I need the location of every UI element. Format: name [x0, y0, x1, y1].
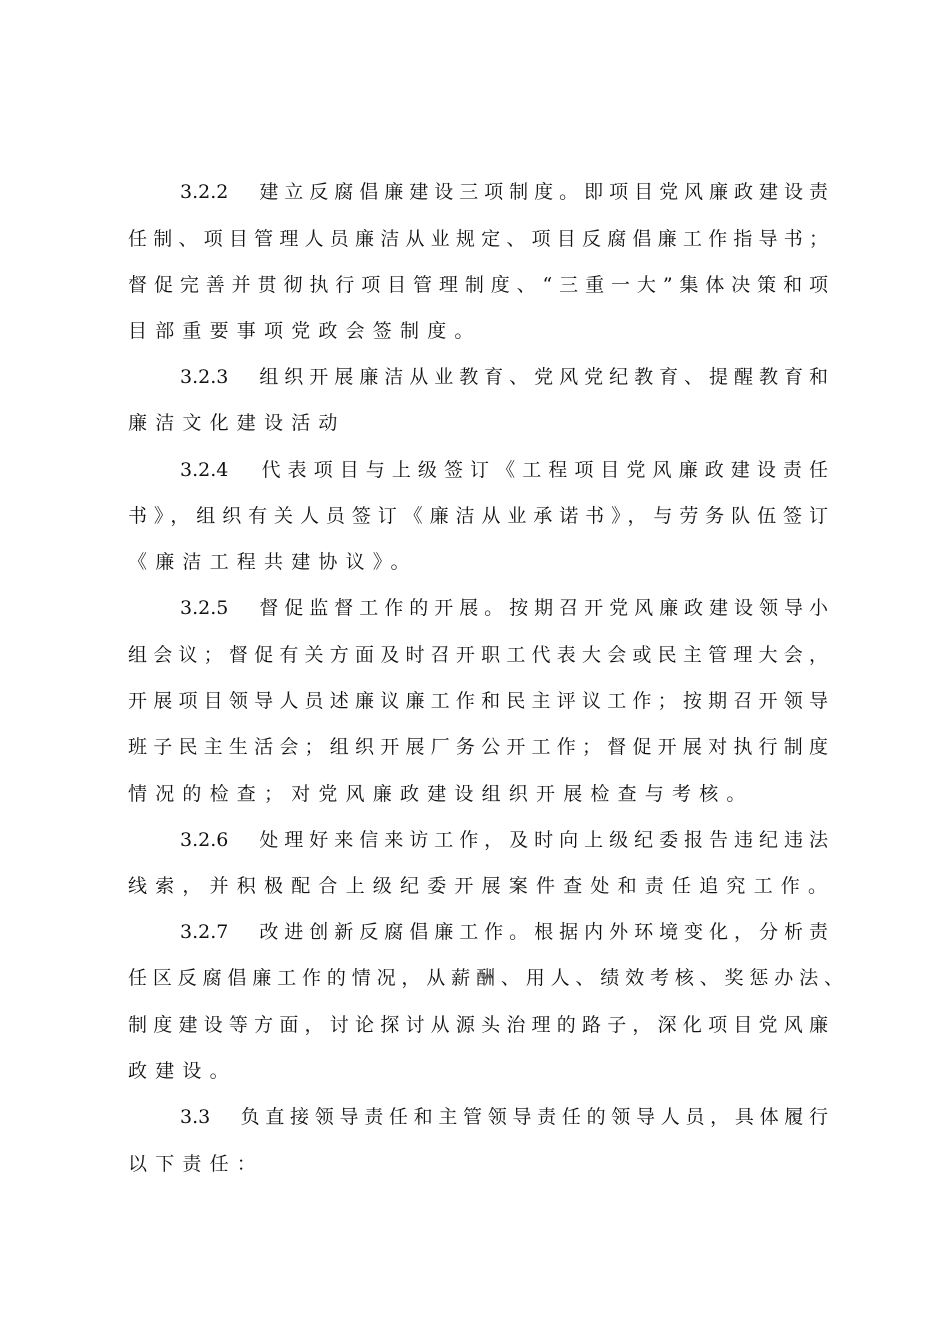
paragraph-3-2-3-line-1: 3.2.3 组织开展廉洁从业教育、党风党纪教育、提醒教育和	[180, 366, 828, 388]
paragraph-3-2-4-line-1: 3.2.4 代表项目与上级签订《工程项目党风廉政建设责任	[180, 459, 828, 481]
paragraph-3-2-5-line-4: 班子民主生活会；组织开展厂务公开工作；督促开展对执行制度	[128, 736, 828, 758]
paragraph-3-2-6-line-1: 3.2.6 处理好来信来访工作，及时向上级纪委报告违纪违法	[180, 829, 828, 851]
paragraph-3-2-4-line-3: 《廉洁工程共建协议》。	[128, 551, 418, 573]
paragraph-3-2-5-line-3: 开展项目领导人员述廉议廉工作和民主评议工作；按期召开领导	[128, 690, 828, 712]
paragraph-3-2-4-line-2: 书》，组织有关人员签订《廉洁从业承诺书》，与劳务队伍签订	[128, 505, 828, 527]
paragraph-3-2-3-line-2: 廉洁文化建设活动	[128, 412, 346, 434]
paragraph-3-2-2-line-3: 督促完善并贯彻执行项目管理制度、“三重一大”集体决策和项	[128, 274, 828, 296]
paragraph-3-2-5-line-2: 组会议；督促有关方面及时召开职工代表大会或民主管理大会，	[128, 644, 828, 666]
paragraph-3-2-6-line-2: 线索，并积极配合上级纪委开展案件查处和责任追究工作。	[128, 875, 836, 897]
paragraph-3-2-2-line-4: 目部重要事项党政会签制度。	[128, 320, 482, 342]
paragraph-3-2-2-line-1: 3.2.2 建立反腐倡廉建设三项制度。即项目党风廉政建设责	[180, 181, 828, 203]
paragraph-3-2-2-line-2: 任制、项目管理人员廉洁从业规定、项目反腐倡廉工作指导书；	[128, 228, 828, 250]
paragraph-3-2-5-line-5: 情况的检查；对党风廉政建设组织开展检查与考核。	[128, 783, 754, 805]
paragraph-3-2-7-line-2: 任区反腐倡廉工作的情况，从薪酬、用人、绩效考核、奖惩办法、	[128, 967, 843, 989]
paragraph-3-2-5-line-1: 3.2.5 督促监督工作的开展。按期召开党风廉政建设领导小	[180, 597, 828, 619]
paragraph-3-3-line-1: 3.3 负直接领导责任和主管领导责任的领导人员，具体履行	[180, 1106, 828, 1128]
paragraph-3-2-7-line-4: 政建设。	[128, 1060, 237, 1082]
paragraph-3-2-7-line-3: 制度建设等方面，讨论探讨从源头治理的路子，深化项目党风廉	[128, 1014, 828, 1036]
paragraph-3-2-7-line-1: 3.2.7 改进创新反腐倡廉工作。根据内外环境变化，分析责	[180, 921, 828, 943]
paragraph-3-3-line-2: 以下责任：	[128, 1153, 265, 1175]
